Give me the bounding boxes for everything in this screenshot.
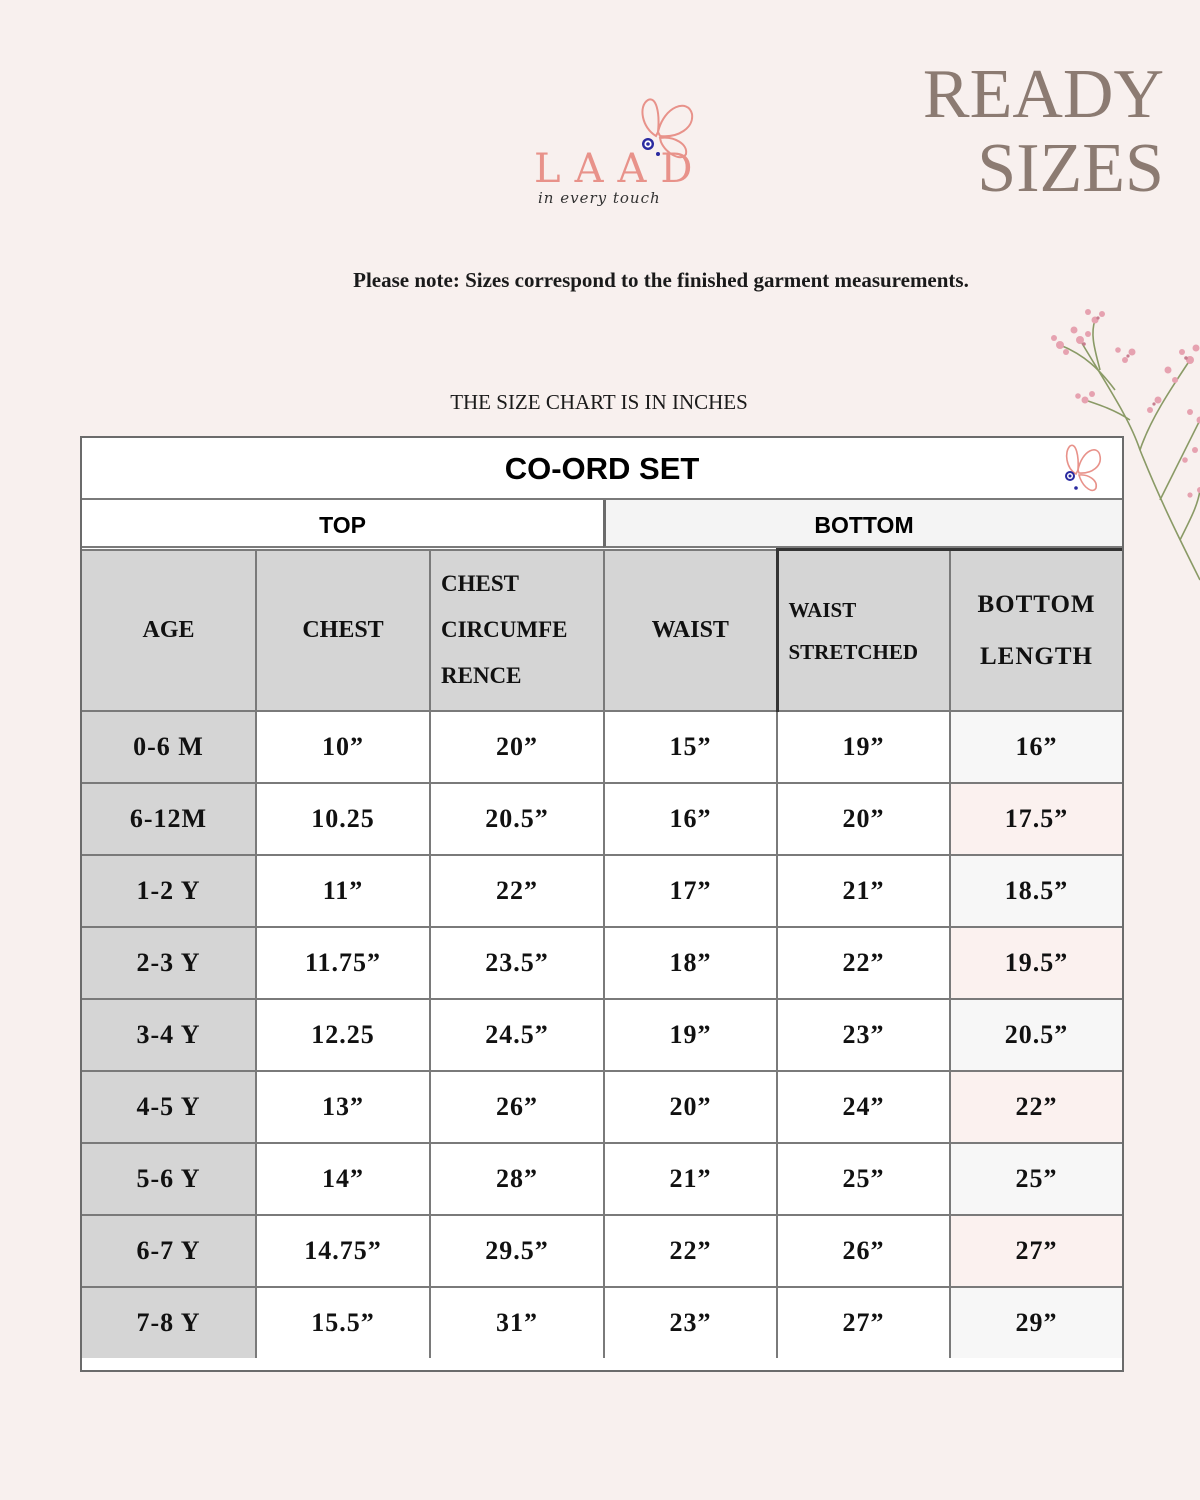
bottom-length-cell: 25” bbox=[950, 1143, 1122, 1215]
chest-cell: 14.75” bbox=[256, 1215, 430, 1287]
table-row bbox=[82, 999, 1122, 1071]
waist-cell: 15” bbox=[604, 711, 777, 783]
chest-cell: 13” bbox=[256, 1071, 430, 1143]
age-cell: 5-6 Y bbox=[82, 1143, 256, 1215]
bottom-length-cell: 27” bbox=[950, 1215, 1122, 1287]
table-row bbox=[82, 855, 1122, 927]
bottom-length-cell: 16” bbox=[950, 711, 1122, 783]
col-header-chest-circumference: CHEST CIRCUMFE RENCE bbox=[430, 550, 604, 712]
group-header-bottom: BOTTOM bbox=[603, 500, 1122, 548]
chest-circumference-cell: 23.5” bbox=[430, 927, 604, 999]
brand-tagline: in every touch bbox=[538, 189, 661, 207]
bottom-length-cell: 20.5” bbox=[950, 999, 1122, 1071]
bottom-length-cell: 18.5” bbox=[950, 855, 1122, 927]
chest-cell: 11” bbox=[256, 855, 430, 927]
headline-line-2: SIZES bbox=[977, 130, 1164, 207]
waist-stretched-cell: 24” bbox=[777, 1071, 950, 1143]
bottom-length-cell: 19.5” bbox=[950, 927, 1122, 999]
col-header-waist-stretched: WAIST STRETCHED bbox=[777, 550, 950, 712]
page-headline bbox=[923, 58, 1164, 206]
chart-title-text: CO-ORD SET bbox=[504, 451, 700, 486]
column-header-row bbox=[82, 550, 1122, 712]
chest-circumference-cell: 20” bbox=[430, 711, 604, 783]
table-row bbox=[82, 927, 1122, 999]
age-cell: 3-4 Y bbox=[82, 999, 256, 1071]
chest-cell: 15.5” bbox=[256, 1287, 430, 1358]
group-header-top: TOP bbox=[82, 500, 603, 548]
age-cell: 2-3 Y bbox=[82, 927, 256, 999]
table-row bbox=[82, 711, 1122, 783]
units-note: THE SIZE CHART IS IN INCHES bbox=[450, 390, 748, 414]
col-header-bottom-length: BOTTOM LENGTH bbox=[950, 550, 1122, 712]
bottom-length-cell: 29” bbox=[950, 1287, 1122, 1358]
age-cell: 6-12M bbox=[82, 783, 256, 855]
butterfly-icon bbox=[1060, 438, 1104, 500]
waist-cell: 16” bbox=[604, 783, 777, 855]
chest-circumference-cell: 22” bbox=[430, 855, 604, 927]
age-cell: 1-2 Y bbox=[82, 855, 256, 927]
table-row bbox=[82, 1071, 1122, 1143]
bottom-length-cell: 22” bbox=[950, 1071, 1122, 1143]
col-header-chest: CHEST bbox=[256, 550, 430, 712]
waist-cell: 18” bbox=[604, 927, 777, 999]
chest-circumference-cell: 20.5” bbox=[430, 783, 604, 855]
chest-cell: 10” bbox=[256, 711, 430, 783]
age-cell: 7-8 Y bbox=[82, 1287, 256, 1358]
size-grid bbox=[82, 548, 1122, 1358]
chest-circumference-cell: 26” bbox=[430, 1071, 604, 1143]
waist-cell: 17” bbox=[604, 855, 777, 927]
waist-stretched-cell: 21” bbox=[777, 855, 950, 927]
brand-logo bbox=[530, 92, 707, 232]
chest-circumference-cell: 31” bbox=[430, 1287, 604, 1358]
waist-cell: 19” bbox=[604, 999, 777, 1071]
table-row bbox=[82, 1287, 1122, 1358]
chest-cell: 14” bbox=[256, 1143, 430, 1215]
waist-stretched-cell: 19” bbox=[777, 711, 950, 783]
table-row bbox=[82, 1143, 1122, 1215]
waist-cell: 22” bbox=[604, 1215, 777, 1287]
measurement-note: Please note: Sizes correspond to the finished garment measurements. bbox=[353, 268, 969, 292]
waist-stretched-cell: 20” bbox=[777, 783, 950, 855]
waist-stretched-cell: 26” bbox=[777, 1215, 950, 1287]
chart-title bbox=[82, 438, 1122, 500]
chest-circumference-cell: 28” bbox=[430, 1143, 604, 1215]
chest-cell: 12.25 bbox=[256, 999, 430, 1071]
bottom-length-cell: 17.5” bbox=[950, 783, 1122, 855]
waist-cell: 21” bbox=[604, 1143, 777, 1215]
headline-line-1: READY bbox=[922, 56, 1164, 133]
waist-cell: 20” bbox=[604, 1071, 777, 1143]
chest-cell: 10.25 bbox=[256, 783, 430, 855]
waist-stretched-cell: 25” bbox=[777, 1143, 950, 1215]
col-header-waist: WAIST bbox=[604, 550, 777, 712]
age-cell: 4-5 Y bbox=[82, 1071, 256, 1143]
age-cell: 6-7 Y bbox=[82, 1215, 256, 1287]
chest-cell: 11.75” bbox=[256, 927, 430, 999]
size-chart-table bbox=[80, 436, 1124, 1372]
waist-stretched-cell: 23” bbox=[777, 999, 950, 1071]
brand-wordmark: LAAD bbox=[534, 146, 707, 192]
chest-circumference-cell: 29.5” bbox=[430, 1215, 604, 1287]
table-row bbox=[82, 1215, 1122, 1287]
waist-stretched-cell: 27” bbox=[777, 1287, 950, 1358]
table-row bbox=[82, 783, 1122, 855]
waist-stretched-cell: 22” bbox=[777, 927, 950, 999]
waist-cell: 23” bbox=[604, 1287, 777, 1358]
chest-circumference-cell: 24.5” bbox=[430, 999, 604, 1071]
age-cell: 0-6 M bbox=[82, 711, 256, 783]
col-header-age: AGE bbox=[82, 550, 256, 712]
